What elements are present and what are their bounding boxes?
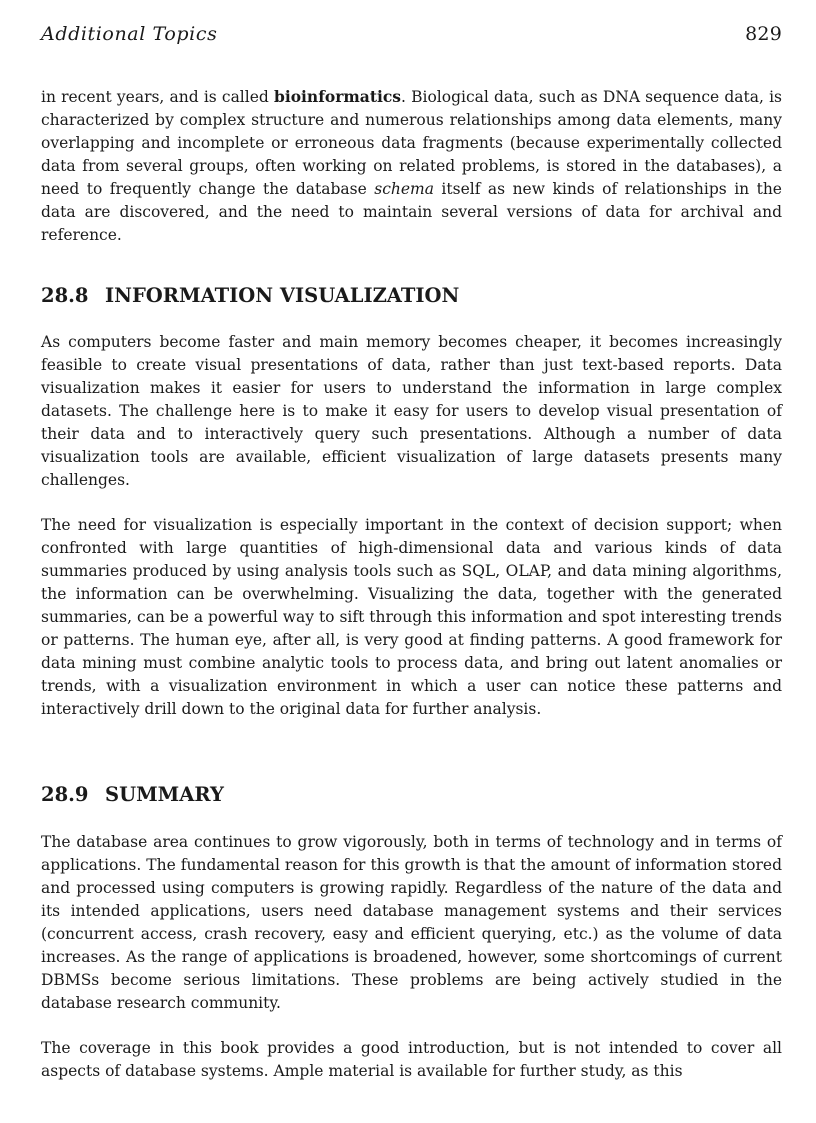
section-title: SUMMARY (105, 783, 224, 806)
section-heading-28-9 (41, 781, 224, 809)
running-head-title: Additional Topics (41, 23, 218, 45)
intro-text-2: . Biological data, such as DNA sequence data, is characterized by complex structure and numerous relationships among data elements, many overlapping and incomplete or erroneous data fragments (because experimentally collected data from several groups, often working on related problems, is stored in the databases), a need to frequently change the database (41, 88, 782, 198)
visualization-paragraph-2: The need for visualization is especially important in the context of decision support; when confronted with large quantities of high-dimensional data and various kinds of data summaries produced by using analysis tools such as SQL, OLAP, and data mining algorithms, the information can be overwhelming. Visualizing the data, together with the generated summaries, can be a powerful way to sift through this information and spot interesting trends or patterns. The human eye, after all, is very good at finding patterns. A good framework for data mining must combine analytic tools to process data, and bring out latent anomalies or trends, with a visualization environment in which a user can notice these patterns and interactively drill down to the original data for further analysis. (41, 516, 782, 718)
summary-paragraph-2: The coverage in this book provides a good introduction, but is not intended to cover all aspects of database systems. Ample material is available for further study, as this (41, 1039, 782, 1080)
intro-text-3: itself as new kinds of relationships in the data are discovered, and the need to maintain several versions of data for archival and reference. (41, 180, 782, 244)
term-bioinformatics: bioinformatics (273, 87, 402, 106)
section-number: 28.9 (41, 783, 89, 806)
summary-paragraph-1: The database area continues to grow vigorously, both in terms of technology and in terms of applications. The fundamental reason for this growth is that the amount of information stored and processed using computers is growing rapidly. Regardless of the nature of the data and its intended applications, users need database management systems and their services (concurrent access, crash recovery, easy and efficient querying, etc.) as the volume of data increases. As the range of applications is broadened, however, some shortcomings of current DBMSs become serious limitations. These problems are being actively studied in the database research community. (41, 833, 782, 1012)
page-number: 829 (745, 23, 782, 45)
visualization-paragraph-1: As computers become faster and main memory becomes cheaper, it becomes increasingly feasible to create visual presentations of data, rather than just text-based reports. Data visualization makes it easier for users to understand the information in large complex datasets. The challenge here is to make it easy for users to develop visual presentation of their data and to interactively query such presentations. Although a number of data visualization tools are available, efficient visualization of large datasets presents many challenges. (41, 333, 782, 489)
section-title: INFORMATION VISUALIZATION (105, 284, 460, 307)
section-heading-28-8 (41, 282, 459, 310)
section-number: 28.8 (41, 284, 89, 307)
running-head (41, 20, 782, 48)
term-schema: schema (374, 180, 434, 198)
intro-paragraph (41, 85, 782, 247)
intro-text-1: in recent years, and is called (41, 88, 274, 106)
